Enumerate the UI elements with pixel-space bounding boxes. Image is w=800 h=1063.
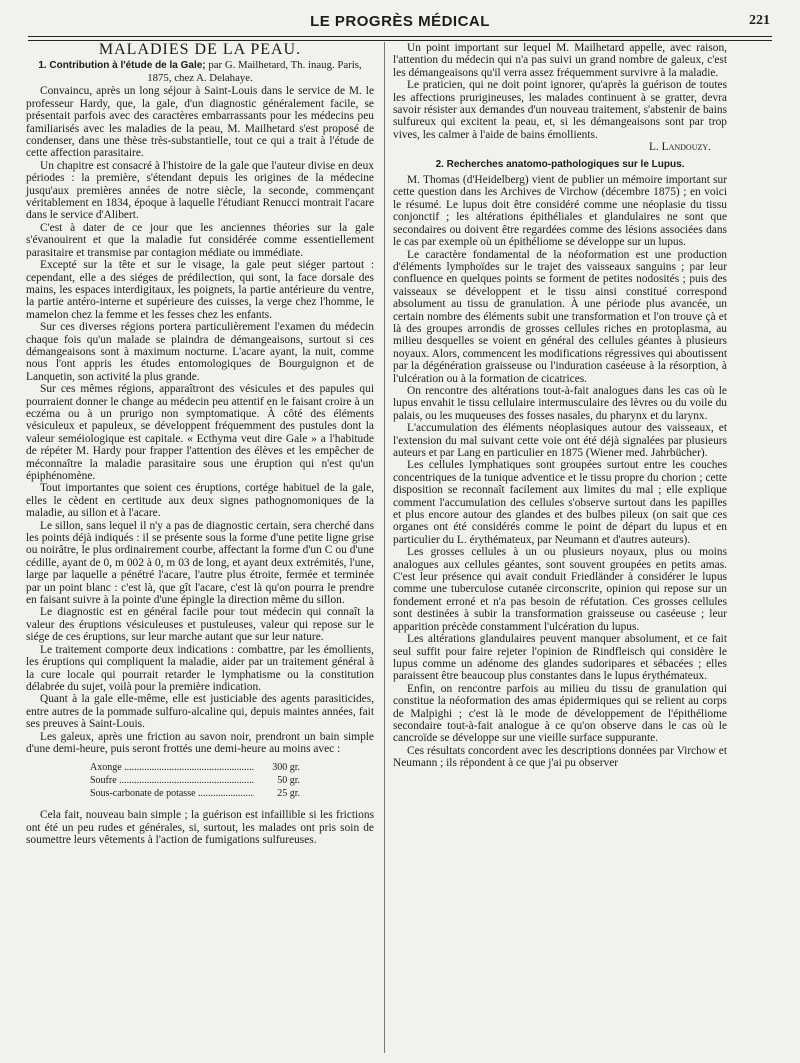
article1-paragraph: Sur ces diverses régions portera particulièrement l'examen du médecin chaque fois qu'un malade se plaindra de démangeaisons, surtout si ces démangeaisons sont à maximum nocturne. L'acare ayant, la nuit, comme nous l'ont appris les études entomologiques de Bourguignon et de Lanquetin, son activité la plus grande. bbox=[26, 321, 374, 383]
article2-paragraph: L'accumulation des éléments néoplasiques autour des vaisseaux, et l'extension du mal suivant cette voie ont été déjà signalées par plusieurs auteurs et par Lang en particulier en 1875 (Wiener med. Jahrbücher). bbox=[393, 422, 727, 459]
article1-paragraph: C'est à dater de ce jour que les anciennes théories sur la gale s'évanouirent et que la maladie fut considérée comme essentiellement parasitaire et transmise par contagion médiate ou immédiate. bbox=[26, 221, 374, 259]
left-column bbox=[26, 42, 374, 846]
article2-heading bbox=[393, 158, 727, 171]
formula-quantity: 25 gr. bbox=[277, 787, 300, 799]
running-header bbox=[28, 6, 772, 36]
journal-title: LE PROGRÈS MÉDICAL bbox=[310, 13, 490, 30]
article2-paragraph: M. Thomas (d'Heidelberg) vient de publier un mémoire important sur cette question dans les Archives de Virchow (décembre 1875) ; en voici le résumé. Le lupus doit être considéré comme une néoplasie du tissu conjonctif ; les altérations épithéliales et glandulaires ne sont que secondaires ou doivent être regardées comme des lésions associées dans le cas par exemple où un épithéliome se développe sur un lupus. bbox=[393, 174, 727, 249]
article1-paragraph: Convaincu, après un long séjour à Saint-Louis dans le service de M. le professeur Hardy, que, la gale, d'un diagnostic généralement facile, se présentait parfois avec des caractères embarrassants pour les médecins peu familiarisés avec les maladies de la peau, M. Mailhetard s'est proposé de condenser, dans une thèse très-substantielle, tout ce qui a trait à l'étude de cette affection parasitaire. bbox=[26, 85, 374, 160]
article2-paragraph: Le caractère fondamental de la néoformation est une production d'éléments lymphoïdes sur le trajet des vaisseaux sanguins ; par leur confluence en quelques points se forment de petites nodosités ; puis des vaisseaux se développent et le tissu ainsi constitué correspond absolument au tissu de granulation. À une période plus avancée, un certain nombre des éléments subit une transformation et l'on trouve çà et là des groupes arrondis de grosses cellules riches en protoplasma, au milieu desquelles se voient en général des cellules géantes à plusieurs noyaux. Alors, commencent les modifications régressives qui aboutissent par la dégénération graisseuse ou l'induration caséeuse à la résorption, à l'ulcération ou à la formation de cicatrices. bbox=[393, 248, 727, 385]
article1-paragraph: Le praticien, qui ne doit point ignorer, qu'après la guérison de toutes les affections prurigineuses, les malades continuent à se gratter, devra savoir résister aux demandes d'un nouveau traitement, s'abstenir de bains sulfureux qui excitent la peau, et, si les démangeaisons sont par trop vives, les calmer à l'aide de bains émollients. bbox=[393, 79, 727, 141]
article1-paragraph: Sur ces mêmes régions, apparaîtront des vésicules et des papules qui pourraient donner le change au médecin peu attentif en le faisant croire à un eczéma ou à un prurigo non symptomatique. À côté des éléments vésiculeux et papuleux, se développent fréquemment des pustules dont la valeur seméiologique est capitale. « Ecthyma veut dire Gale » a l'habitude de répéter M. Hardy pour frapper l'attention des élèves et les empêcher de méconnaître la maladie parasitaire sous une éruption qui n'est qu'un épiphénomène. bbox=[26, 383, 374, 482]
article2-paragraph: Enfin, on rencontre parfois au milieu du tissu de granulation qui constitue la néoformation des amas épidermiques qui se relient au corps de Malpighi ; c'est là le mode de développement de l'épithéliome secondaire tout-à-fait analogue à ce qu'on observe dans le cas où le cancroïde se développe sur une vieille surface suppurante. bbox=[393, 682, 727, 745]
author-signature: L. Landouzy. bbox=[648, 141, 711, 154]
right-column bbox=[393, 42, 727, 770]
article1-paragraph: Un point important sur lequel M. Mailhetard appelle, avec raison, l'attention du médecin qui n'a pas suivi un grand nombre de galeux, c'est les démangeaisons qu'il verra assez fréquemment survivre à la maladie. bbox=[393, 42, 727, 79]
formula-row bbox=[90, 775, 300, 788]
formula-ingredient: Axonge ..... bbox=[90, 762, 254, 775]
section-title: MALADIES DE LA PEAU. bbox=[98, 41, 302, 58]
formula-ingredient: Sous-carbonate de potasse ..... bbox=[90, 788, 254, 801]
article1-heading-num: 1. bbox=[38, 60, 47, 72]
article1-paragraph: Le sillon, sans lequel il n'y a pas de diagnostic certain, sera cherché dans les points déjà indiqués : il se présente sous la forme d'une petite ligne grise ou noirâtre, le plus ordinairement courbe, affectant la forme d'un C ou d'une cédille, ayant de 0, m 002 à 0, m 03 de long, et ayant deux extrémités, l'une, large par laquelle a pénétré l'acare, l'autre plus étroite, fermée et terminée par un point blanc : c'est là, que gît l'acare, c'est là qu'on pourra le prendre en faisant suivre à la pointe d'une épingle la direction même du sillon. bbox=[26, 519, 374, 607]
formula-quantity: 50 gr. bbox=[277, 774, 300, 786]
article2-paragraph: Ces résultats concordent avec les descriptions données par Virchow et Neumann ; ils répondent à ce que j'ai pu observer bbox=[393, 744, 727, 770]
article2-heading-num: 2. bbox=[435, 158, 444, 170]
article1-paragraph: Les galeux, après une friction au savon noir, prendront un bain simple d'une demi-heure, puis seront frottés une demi-heure au moins avec : bbox=[26, 730, 374, 755]
formula-row bbox=[90, 788, 300, 801]
page-number: 221 bbox=[749, 13, 770, 28]
article1-paragraph: Excepté sur la tête et sur le visage, la gale peut siéger partout : cependant, elle a des siéges de prédilection, qui sont, la face dorsale des mains, les espaces interdigitaux, les poignets, la partie antérieure du ventre, la partie antéro-interne et supérieure des cuisses, la verge chez l'homme, le mamelon chez la femme et les fesses chez les enfants. bbox=[26, 259, 374, 321]
prescription-formula bbox=[90, 762, 300, 800]
formula-row bbox=[90, 762, 300, 775]
article1-paragraph: Cela fait, nouveau bain simple ; la guérison est infaillible si les frictions ont été un peu rudes et générales, si, surtout, les malades ont pris soin de soumettre leurs vêtements à l'action de fumigations sulfureuses. bbox=[26, 809, 374, 846]
article1-paragraph: Quant à la gale elle-même, elle est justiciable des agents parasiticides, entre autres de la pommade sulfuro-alcaline qui, depuis maintes années, fait ses preuves à Saint-Louis. bbox=[26, 693, 374, 731]
formula-quantity: 300 gr. bbox=[272, 762, 300, 774]
article2-paragraph: On rencontre des altérations tout-à-fait analogues dans les cas où le lupus envahit le tissu cellulaire intermusculaire des lèvres ou du voile du palais, ou les muqueuses des fosses nasales, du pharynx et du larynx. bbox=[393, 384, 727, 422]
article1-heading bbox=[26, 59, 374, 84]
article1-paragraph: Le traitement comporte deux indications : combattre, par les émollients, les éruptions qui compliquent la maladie, aider par un traitement général à la cure locale qui pourrait retarder le lymphatisme ou la constitution délabrée du sujet, voilà pour la première indication. bbox=[26, 643, 374, 693]
article1-paragraph: Le diagnostic est en général facile pour tout médecin qui connaît la valeur des éruptions vésiculeuses et pustuleuses, valeur qui repose sur le siége de ces éruptions, sur leur marche autant que sur leur nature. bbox=[26, 606, 374, 644]
formula-ingredient: Soufre ..... bbox=[90, 775, 254, 788]
article2-paragraph: Les cellules lymphatiques sont groupées surtout entre les couches concentriques de la tunique adventice et le tissu propre du chorion ; cette disposition se reconnaît facilement aux limites du mal ; elle explique comment l'accumulation des cellules s'observe surtout dans les papilles et plus encore autour des glandes et des bulbes pileux (on sait que ces organes ont été considérés comme le point de départ du lupus et en particulier du L. érythémateux, par Neumann et d'autres auteurs). bbox=[393, 459, 727, 546]
header-rule bbox=[28, 36, 772, 37]
column-divider bbox=[384, 42, 385, 1053]
article2-paragraph: Les altérations glandulaires peuvent manquer absolument, et ce fait seul suffit pour faire rejeter l'opinion de Rindfleisch qui considère le lupus comme un adénome des glandes sudoripares et sébacées ; elles paraissent être beaucoup plus constantes dans le lupus érythémateux. bbox=[393, 633, 727, 683]
article2-paragraph: Les grosses cellules à un ou plusieurs noyaux, plus ou moins analogues aux cellules géantes, sont souvent groupées en petits amas. C'est leur présence qui avait conduit Friedländer à considérer le lupus comme une tuberculose cutanée circonscrite, opinion qui repose sur un fondement erroné et n'a pas besoin de réfutation. Ces grosses cellules sont destinées à subir la transformation graisseuse ou caséeuse ; leur apparition précède constamment l'ulcération du lupus. bbox=[393, 546, 727, 633]
article1-heading-title: Contribution à l'étude de la Gale; bbox=[49, 60, 206, 72]
article1-paragraph: Tout importantes que soient ces éruptions, cortége habituel de la gale, elles le cèdent en certitude aux deux signes pathognomoniques de la maladie, au sillon et à l'acare. bbox=[26, 482, 374, 520]
article2-heading-title: Recherches anatomo-pathologiques sur le Lupus. bbox=[446, 158, 685, 170]
article1-heading-author: par G. Mailhetard, Th. inaug. Paris, 1875, chez A. Delahaye. bbox=[147, 59, 362, 85]
article1-paragraph: Un chapitre est consacré à l'histoire de la gale que l'auteur divise en deux périodes : la première, s'étendant depuis les origines de la médecine jusqu'aux premières années de notre siècle, la seconde, commençant véritablement en 1834, époque à laquelle l'étudiant Renucci montrait l'acare dans le service d'Alibert. bbox=[26, 159, 374, 222]
